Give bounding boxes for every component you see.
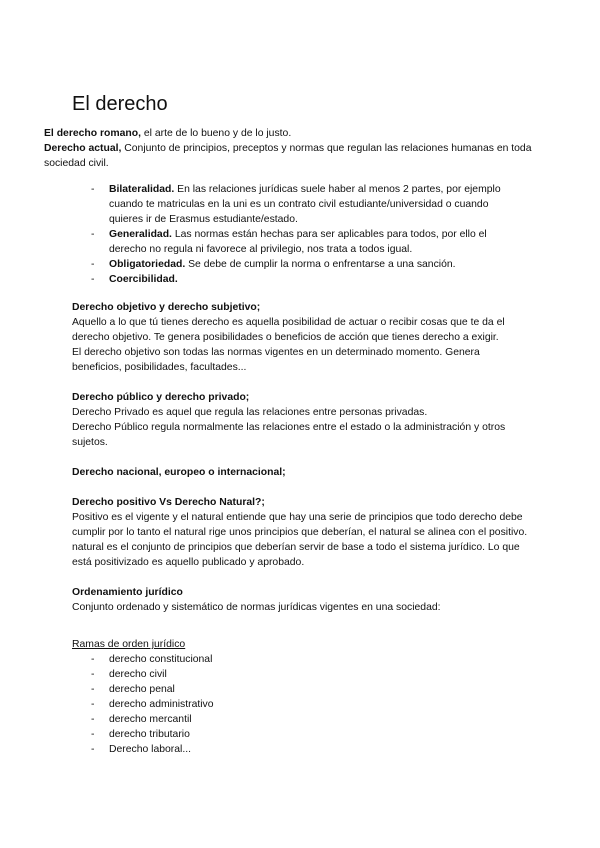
branch-item: - derecho penal bbox=[91, 682, 472, 697]
feature-item bbox=[91, 272, 521, 287]
feature-text: En las relaciones jurídicas suele haber al menos 2 partes, por ejemplo cuando te matriculas en la uni es un contrato civil estudiante/universidad o cuando quieres ir de Erasmus estudiante/estado. bbox=[109, 184, 501, 225]
definition-current-law bbox=[44, 141, 544, 171]
section-objective-subjective bbox=[72, 300, 532, 375]
section-paragraph: Derecho Privado es aquel que regula las relaciones entre personas privadas. bbox=[72, 407, 428, 418]
section-paragraph: Derecho Público regula normalmente las relaciones entre el estado o la administración y otros sujetos. bbox=[72, 422, 506, 448]
branch-item: - Derecho laboral... bbox=[91, 742, 472, 757]
section-heading: Derecho público y derecho privado; bbox=[72, 392, 250, 403]
section-legal-order bbox=[72, 585, 532, 615]
definition-current-law-term: Derecho actual, bbox=[44, 143, 122, 154]
page-title: El derecho bbox=[72, 93, 168, 115]
features-list bbox=[91, 182, 521, 287]
branch-item: - derecho constitucional bbox=[91, 652, 472, 667]
feature-item bbox=[91, 182, 521, 227]
section-public-private bbox=[72, 390, 532, 450]
branches-list bbox=[91, 652, 472, 757]
section-paragraph: El derecho objetivo son todas las normas vigentes en un determinado momento. Genera beneficios, posibilidades, facultades... bbox=[72, 347, 480, 373]
feature-item bbox=[91, 227, 521, 257]
branch-item: - derecho civil bbox=[91, 667, 472, 682]
feature-item bbox=[91, 257, 521, 272]
section-heading: Ordenamiento jurídico bbox=[72, 587, 183, 598]
feature-term: Coercibilidad. bbox=[109, 274, 178, 285]
definition-roman-law bbox=[44, 126, 544, 141]
section-paragraph: Conjunto ordenado y sistemático de normas jurídicas vigentes en una sociedad: bbox=[72, 602, 441, 613]
definition-current-law-text: Conjunto de principios, preceptos y normas que regulan las relaciones humanas en toda sociedad civil. bbox=[44, 143, 532, 169]
definition-roman-law-term: El derecho romano, bbox=[44, 128, 142, 139]
branches-block bbox=[72, 637, 472, 757]
feature-term: Obligatoriedad. bbox=[109, 259, 186, 270]
intro-definitions bbox=[44, 126, 544, 171]
sections bbox=[72, 300, 532, 630]
feature-term: Bilateralidad. bbox=[109, 184, 175, 195]
section-national bbox=[72, 465, 532, 480]
section-positive-natural bbox=[72, 495, 532, 570]
feature-text: Las normas están hechas para ser aplicables para todos, por ello el derecho no regula ni favorece al privilegio, nos trata a todos igual. bbox=[109, 229, 487, 255]
section-heading: Derecho nacional, europeo o internacional; bbox=[72, 467, 286, 478]
branch-item: - derecho tributario bbox=[91, 727, 472, 742]
branch-item: - derecho administrativo bbox=[91, 697, 472, 712]
feature-text: Se debe de cumplir la norma o enfrentarse a una sanción. bbox=[185, 259, 456, 270]
section-paragraph: Positivo es el vigente y el natural entiende que hay una serie de principios que todo derecho debe cumplir por lo tanto el natural rige unos principios que deberían, el natural se alinea con el positivo. natural es el conjunto de principios que deberían servir de base a todo el sistema jurídico. Lo que está positivizado es aquello publicado y aprobado. bbox=[72, 512, 528, 568]
section-paragraph: Aquello a lo que tú tienes derecho es aquella posibilidad de actuar o recibir cosas que te da el derecho objetivo. Te genera posibilidades o beneficios de acción que tienes derecho a exigir. bbox=[72, 317, 505, 343]
section-heading: Derecho objetivo y derecho subjetivo; bbox=[72, 302, 261, 313]
section-heading: Derecho positivo Vs Derecho Natural?; bbox=[72, 497, 265, 508]
feature-term: Generalidad. bbox=[109, 229, 172, 240]
branches-title: Ramas de orden jurídico bbox=[72, 639, 186, 650]
definition-roman-law-text: el arte de lo bueno y de lo justo. bbox=[141, 128, 292, 139]
branch-item: - derecho mercantil bbox=[91, 712, 472, 727]
